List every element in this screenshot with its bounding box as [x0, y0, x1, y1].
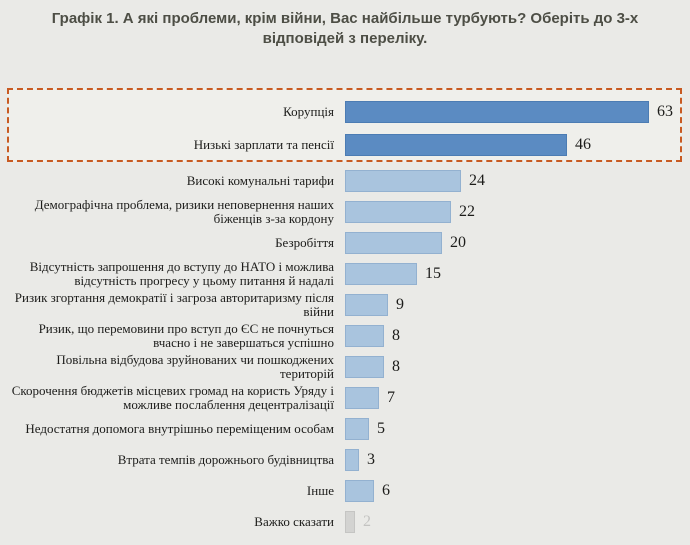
bar-track — [345, 134, 690, 156]
bar-value: 20 — [450, 234, 466, 252]
chart-row — [0, 414, 690, 445]
bar-track — [345, 101, 690, 123]
bar-label: Відсутність запрошення до вступу до НАТО і можлива відсутність прогресу у цьому питання й надалі — [29, 258, 334, 289]
bar-label: Інше — [306, 482, 334, 498]
chart-row — [0, 129, 690, 162]
bar-label: Ризик згортання демократії і загроза авторитаризму після війни — [14, 289, 334, 320]
bar-label: Ризик, що перемовини про вступ до ЄС не почнуться вчасно і не завершаться успішно — [38, 320, 334, 351]
bar — [345, 387, 379, 409]
bar-value: 6 — [382, 482, 390, 500]
bar-value: 9 — [396, 296, 404, 314]
bar-track — [345, 263, 690, 285]
chart-row — [0, 197, 690, 228]
chart-row — [0, 507, 690, 538]
bar — [345, 356, 384, 378]
bar — [345, 134, 567, 156]
bar — [345, 449, 359, 471]
chart-rows — [0, 96, 690, 538]
bar-value: 5 — [377, 420, 385, 438]
chart-row — [0, 290, 690, 321]
bar-track — [345, 449, 690, 471]
chart-title: Графік 1. А які проблеми, крім війни, Вас найбільше турбують? Оберіть до 3-х відповідей з переліку. — [51, 10, 639, 47]
bar-value: 22 — [459, 203, 475, 221]
bar-value: 8 — [392, 327, 400, 345]
bar-chart — [0, 88, 690, 538]
bar-track — [345, 511, 690, 533]
bar-label: Низькі зарплати та пенсії — [193, 136, 334, 152]
bar-track — [345, 356, 690, 378]
bar-value: 24 — [469, 172, 485, 190]
bar — [345, 294, 388, 316]
bar-track — [345, 325, 690, 347]
chart-row — [0, 476, 690, 507]
bar — [345, 511, 355, 533]
bar-track — [345, 387, 690, 409]
bar-value: 3 — [367, 451, 375, 469]
bar-label: Високі комунальні тарифи — [186, 172, 334, 188]
bar-track — [345, 232, 690, 254]
bar — [345, 170, 461, 192]
bar-value: 2 — [363, 513, 371, 531]
bar-value: 63 — [657, 103, 673, 121]
bar-track — [345, 170, 690, 192]
chart-row — [0, 96, 690, 129]
bar-value: 15 — [425, 265, 441, 283]
bar-label: Повільна відбудова зруйнованих чи пошкоджених територій — [56, 351, 334, 382]
bar-track — [345, 201, 690, 223]
bar-track — [345, 418, 690, 440]
bar — [345, 480, 374, 502]
chart-row — [0, 259, 690, 290]
bar-label: Втрата темпів дорожнього будівництва — [117, 451, 334, 467]
bar-track — [345, 294, 690, 316]
bar — [345, 325, 384, 347]
bar-label: Безробіття — [275, 234, 334, 250]
bar-value: 7 — [387, 389, 395, 407]
bar-label: Скорочення бюджетів місцевих громад на користь Уряду і можливе послаблення децентралізації — [11, 382, 334, 413]
bar-label: Демографічна проблема, ризики неповернення наших біженців з-за кордону — [34, 196, 334, 227]
bar-value: 46 — [575, 136, 591, 154]
chart-row — [0, 352, 690, 383]
bar-value: 8 — [392, 358, 400, 376]
bar — [345, 263, 417, 285]
bar-track — [345, 480, 690, 502]
bar — [345, 201, 451, 223]
bar-label: Недостатня допомога внутрішньо переміщеним особам — [25, 420, 334, 436]
bar-label: Корупція — [283, 103, 334, 119]
chart-row — [0, 228, 690, 259]
chart-row — [0, 321, 690, 352]
bar — [345, 418, 369, 440]
chart-row — [0, 445, 690, 476]
chart-row — [0, 166, 690, 197]
bar — [345, 232, 442, 254]
bar-label: Важко сказати — [254, 513, 334, 529]
chart-row — [0, 383, 690, 414]
bar — [345, 101, 649, 123]
